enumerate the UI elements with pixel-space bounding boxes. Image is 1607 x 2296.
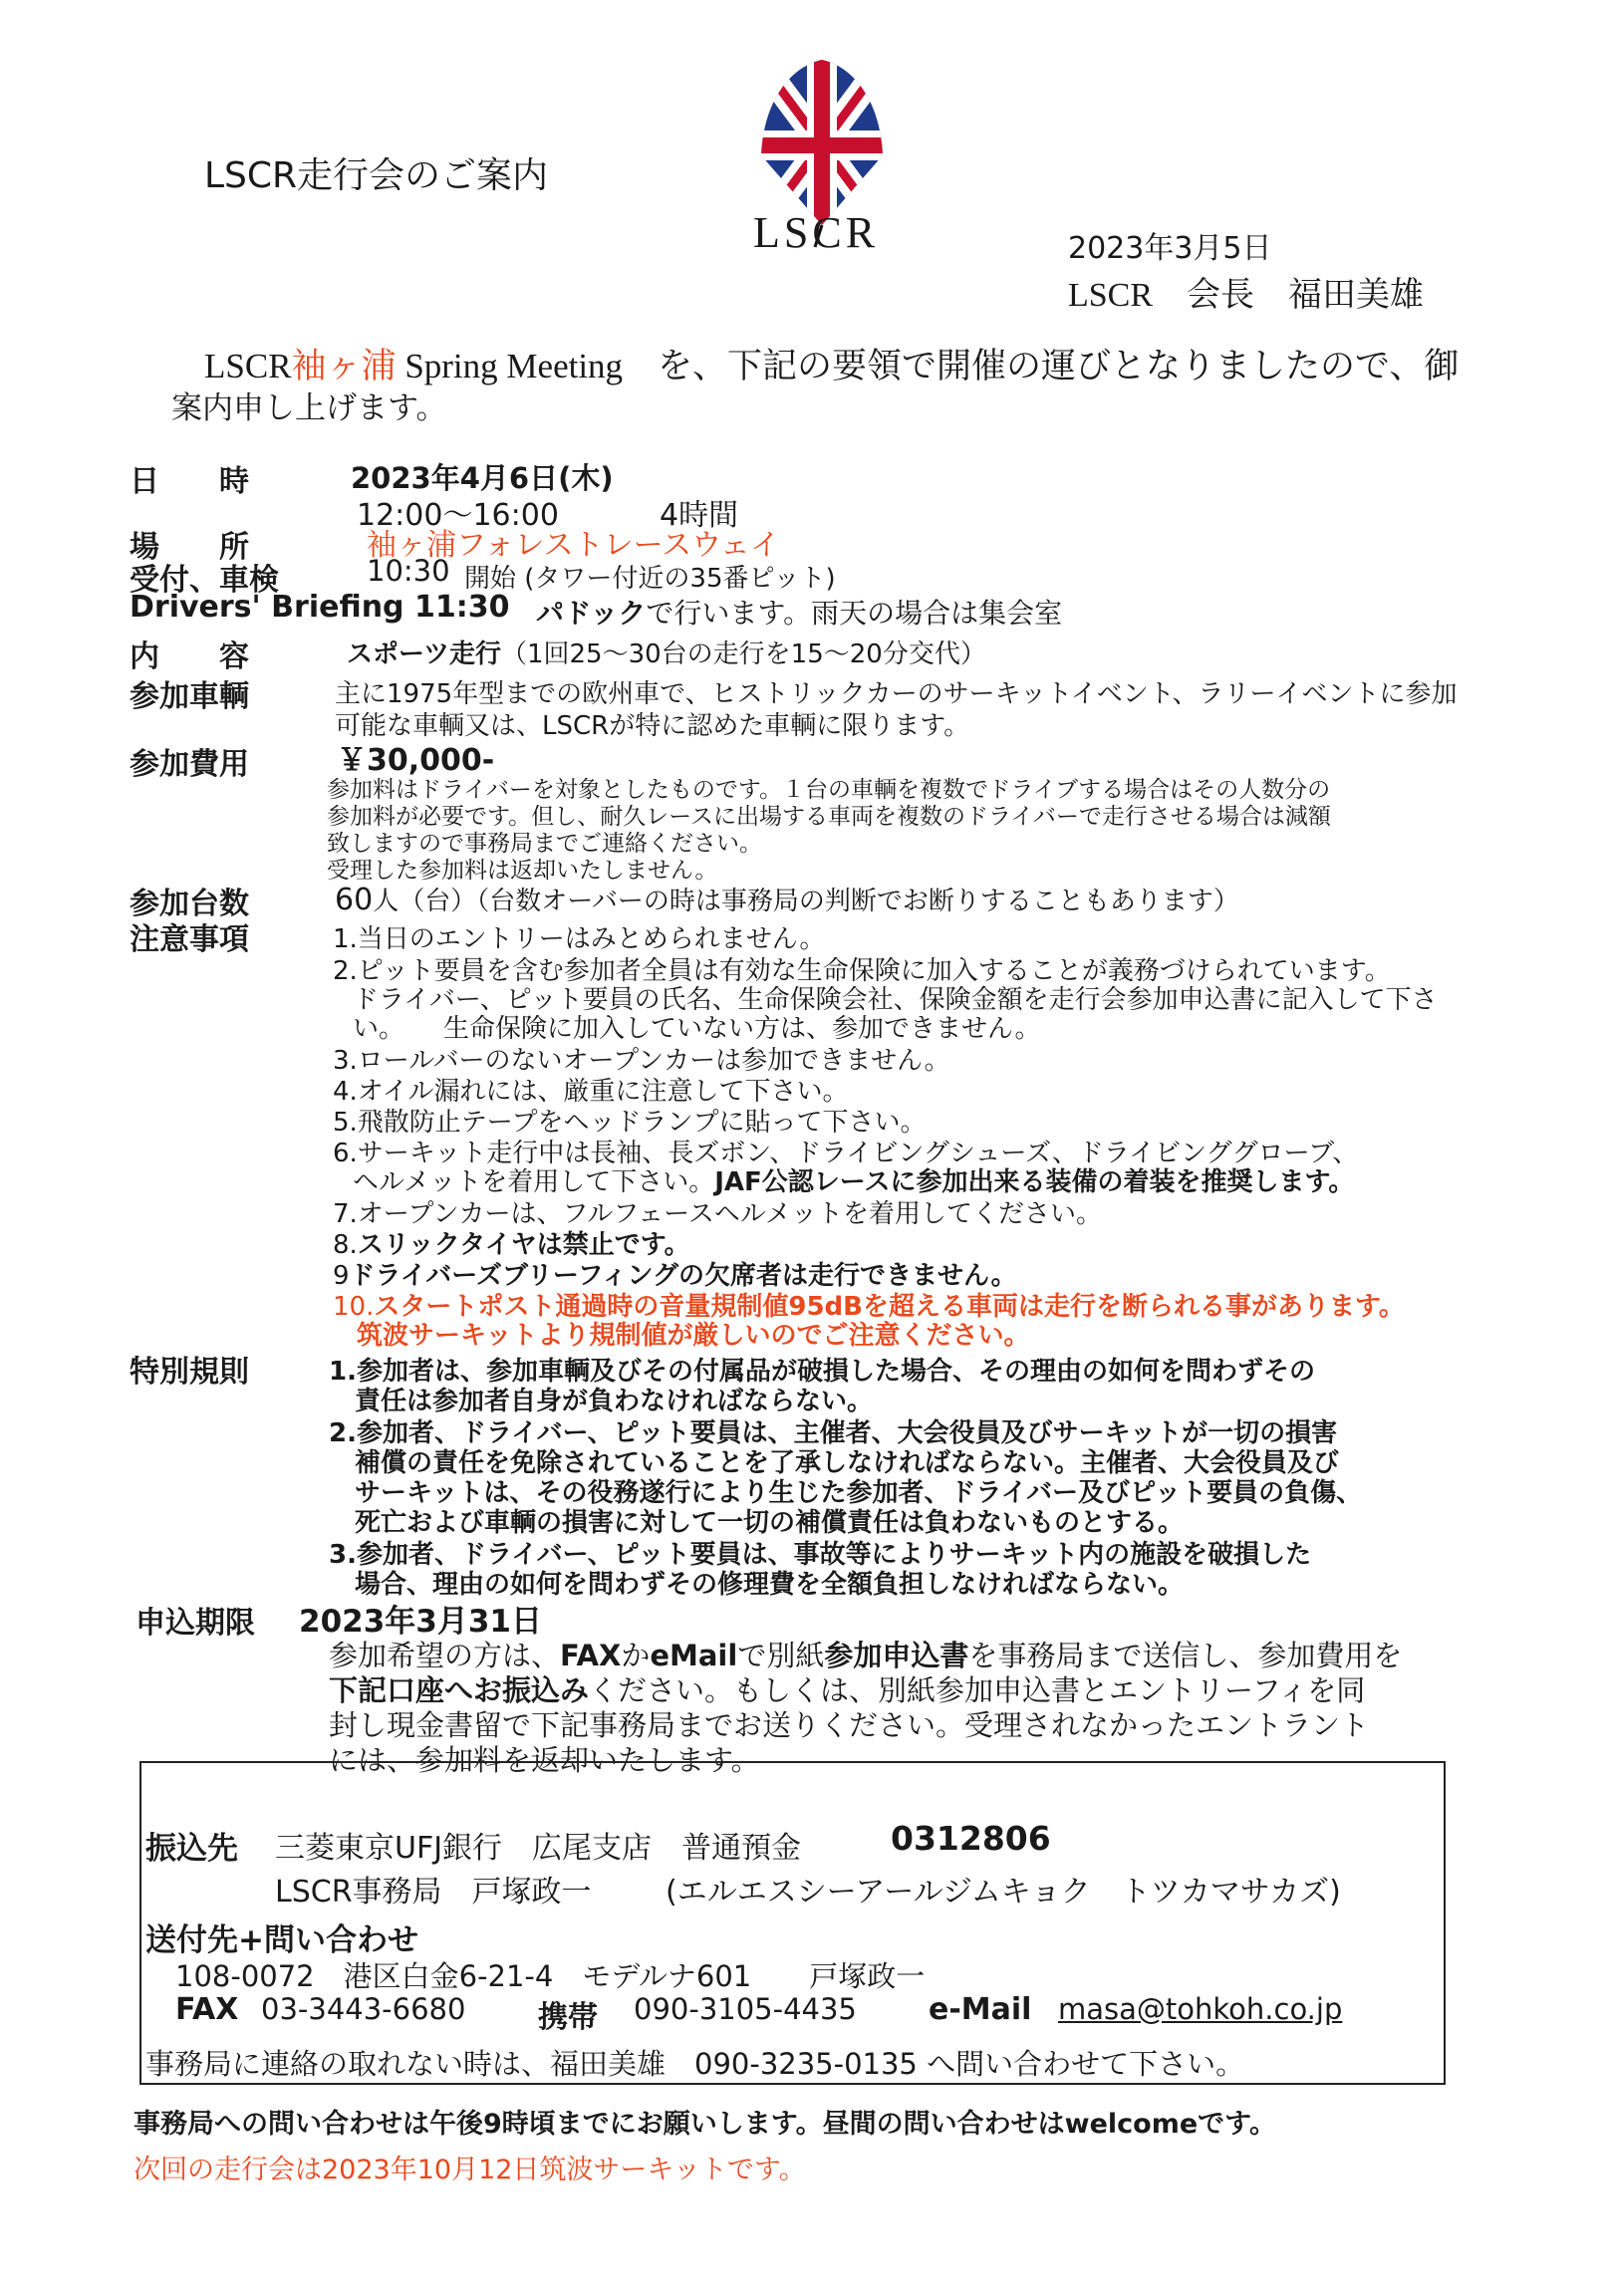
label-place: 場 所 — [130, 530, 249, 565]
special-3b: 場合、理由の如何を問わずその修理費を全額負担しなければならない。 — [355, 1570, 1185, 1600]
email-label: e-Mail — [929, 1992, 1032, 2027]
special-1a: 1.参加者は、参加車輌及びその付属品が破損した場合、その理由の如何を問わずその — [329, 1357, 1315, 1387]
label-briefing: Drivers' Briefing 11:30 — [130, 590, 510, 625]
document-title: LSCR走行会のご案内 — [204, 155, 549, 196]
briefing-rest: で行います。雨天の場合は集会室 — [646, 597, 1063, 630]
label-deadline: 申込期限 — [135, 1606, 255, 1641]
bank-account-number: 0312806 — [891, 1819, 1051, 1858]
note-6b-bold: JAF公認レースに参加出来る装備の着装を推奨します。 — [714, 1167, 1355, 1197]
note-1: 1.当日のエントリーはみとめられません。 — [333, 924, 826, 954]
deadline-l1-a: 参加希望の方は、 — [329, 1639, 561, 1672]
note-9-bold: ドライバーズブリーフィングの欠席者は走行できません。 — [349, 1261, 1017, 1291]
note-2c: い。 生命保険に加入していない方は、参加できません。 — [353, 1014, 1041, 1044]
special-1b: 責任は参加者自身が負わなければならない。 — [355, 1387, 874, 1416]
label-datetime: 日 時 — [130, 464, 249, 499]
label-count: 参加台数 — [130, 887, 249, 921]
intro-line-1 — [204, 339, 1459, 388]
sender: LSCR 会長 福田美雄 — [1068, 277, 1425, 314]
reception-detail: 開始 (タワー付近の35番ピット) — [464, 564, 836, 594]
reception-time: 10:30 — [367, 554, 450, 588]
logo-text: LSCR — [753, 208, 880, 257]
briefing-detail — [536, 592, 1062, 632]
deadline-date: 2023年3月31日 — [299, 1604, 542, 1640]
deadline-l1-email: eMail — [650, 1639, 738, 1672]
special-3a: 3.参加者、ドライバー、ピット要員は、事故等によりサーキット内の施設を破損した — [329, 1540, 1312, 1570]
note-5: 5.飛散防止テープをヘッドランプに貼って下さい。 — [333, 1108, 927, 1138]
count-value: 60 — [335, 883, 374, 917]
vehicles-line-1: 主に1975年型までの欧州車で、ヒストリックカーのサーキットイベント、ラリーイベントに参加 — [335, 679, 1458, 709]
lscr-logo — [753, 58, 887, 262]
intro-venue: 袖ヶ浦 — [291, 347, 397, 386]
mobile-number: 090-3105-4435 — [634, 1992, 857, 2026]
event-place: 袖ヶ浦フォレストレースウェイ — [367, 528, 780, 563]
vehicles-line-2: 可能な車輌又は、LSCRが特に認めた車輌に限ります。 — [335, 711, 970, 741]
event-date: 2023年4月6日(木) — [351, 461, 614, 495]
fee-amount: ￥30,000- — [337, 743, 495, 778]
email-link[interactable]: masa@tohkoh.co.jp — [1058, 1992, 1343, 2026]
content-bold: スポーツ走行 — [347, 639, 501, 669]
intro-line-2: 案内申し上げます。 — [171, 390, 447, 426]
fee-line-2: 参加料が必要です。但し、耐久レースに出場する車両を複数のドライバーで走行させる場合は減額 — [327, 804, 1331, 830]
deadline-l1-c: か — [621, 1639, 651, 1672]
label-fee: 参加費用 — [130, 747, 249, 782]
note-6b-plain: ヘルメットを着用して下さい。 — [353, 1167, 715, 1197]
label-notes: 注意事項 — [130, 922, 249, 957]
deadline-l1-e: で別紙 — [737, 1639, 825, 1672]
intro-org: LSCR — [204, 347, 292, 385]
note-10-red: スタートポスト通過時の音量規制値95dBを超える車両は走行を断られる事があります。 — [374, 1292, 1405, 1322]
count-detail — [335, 881, 1239, 917]
next-event-note: 次回の走行会は2023年10月12日筑波サーキットです。 — [134, 2155, 806, 2185]
deadline-l1-fax: FAX — [560, 1639, 622, 1672]
deadline-l1-form: 参加申込書 — [824, 1639, 969, 1672]
count-unit: 人（台） — [373, 887, 477, 916]
content-rest: （1回25〜30台の走行を15〜20分交代） — [500, 639, 986, 669]
deadline-line-3: 封し現金書留で下記事務局までお送りください。受理されなかったエントラント — [329, 1708, 1370, 1742]
note-6: 6.サーキット走行中は長袖、長ズボン、ドライビングシューズ、ドライビンググローブ、 — [333, 1139, 1359, 1168]
briefing-place: パドック — [536, 597, 647, 630]
note-3: 3.ロールバーのないオープンカーは参加できません。 — [333, 1046, 950, 1076]
special-2b: 補償の責任を免除されていることを了承しなければならない。主催者、大会役員及び — [355, 1448, 1340, 1478]
fax-label: FAX — [175, 1992, 239, 2027]
contact-address: 108-0072 港区白金6-21-4 モデルナ601 戸塚政一 — [175, 1959, 926, 1993]
event-duration: 4時間 — [660, 498, 739, 533]
fallback-contact: 事務局に連絡の取れない時は、福田美雄 090-3235-0135 へ問い合わせて下さい。 — [145, 2047, 1245, 2081]
bank-name: 三菱東京UFJ銀行 広尾支店 普通預金 — [275, 1831, 802, 1866]
note-7: 7.オープンカーは、フルフェースヘルメットを着用してください。 — [333, 1199, 1103, 1229]
note-2b: ドライバー、ピット要員の氏名、生命保険会社、保険金額を走行会参加申込書に記入して下さ — [353, 985, 1438, 1015]
event-time: 12:00〜16:00 — [357, 498, 559, 533]
special-2a: 2.参加者、ドライバー、ピット要員は、主催者、大会役員及びサーキットが一切の損害 — [329, 1418, 1338, 1448]
special-2c: サーキットは、その役務遂行により生じた参加者、ドライバー及びピット要員の負傷、 — [355, 1478, 1363, 1508]
note-4: 4.オイル漏れには、厳重に注意して下さい。 — [333, 1077, 849, 1107]
note-9-num: 9 — [333, 1261, 350, 1291]
contact-label: 送付先+問い合わせ — [145, 1922, 418, 1958]
fee-line-3: 致しますので事務局までご連絡ください。 — [327, 831, 762, 857]
deadline-line-4: には、参加料を返却いたします。 — [329, 1743, 760, 1777]
note-2: 2.ピット要員を含む参加者全員は有効な生命保険に加入することが義務づけられています。 — [333, 956, 1391, 986]
footer-note: 事務局への問い合わせは午後9時頃までにお願いします。昼間の問い合わせはwelcomeです。 — [134, 2109, 1276, 2140]
account-holder: LSCR事務局 戸塚政一 — [275, 1875, 592, 1910]
mobile-label: 携帯 — [538, 2000, 598, 2035]
deadline-l2-b: ください。もしくは、別紙参加申込書とエントリーフィを同 — [589, 1673, 1366, 1707]
note-10b: 筑波サーキットより規制値が厳しいのでご注意ください。 — [357, 1321, 1030, 1351]
account-holder-kana: (エルエスシーアールジムキョク トツカマサカズ) — [666, 1875, 1341, 1910]
deadline-l2-bold: 下記口座へお振込み — [329, 1673, 590, 1707]
note-10-num: 10. — [333, 1292, 375, 1322]
special-2d: 死亡および車輌の損害に対して一切の補償責任は負わないものとする。 — [355, 1508, 1185, 1538]
note-8-bold: スリックタイヤは禁止です。 — [357, 1230, 690, 1260]
deadline-l1-g: を事務局まで送信し、参加費用を — [968, 1639, 1403, 1672]
fee-line-1: 参加料はドライバーを対象としたものです。１台の車輌を複数でドライブする場合はその人数分の — [327, 777, 1331, 803]
label-vehicles: 参加車輌 — [130, 679, 249, 714]
label-content: 内 容 — [130, 639, 249, 674]
fax-number: 03-3443-6680 — [261, 1992, 466, 2026]
content-detail — [347, 634, 986, 670]
bank-label: 振込先 — [145, 1831, 238, 1867]
issue-date: 2023年3月5日 — [1068, 231, 1272, 266]
fee-line-4: 受理した参加料は返却いたしません。 — [327, 858, 718, 884]
intro-text: を、下記の要領で開催の運びとなりましたので、御 — [623, 347, 1460, 386]
count-note: （台数オーバーの時は事務局の判断でお断りすることもあります） — [476, 887, 1239, 916]
intro-event-name: Spring Meeting — [396, 347, 624, 385]
note-8-num: 8. — [333, 1230, 358, 1260]
label-reception: 受付、車検 — [130, 563, 279, 598]
label-special: 特別規則 — [130, 1355, 249, 1390]
